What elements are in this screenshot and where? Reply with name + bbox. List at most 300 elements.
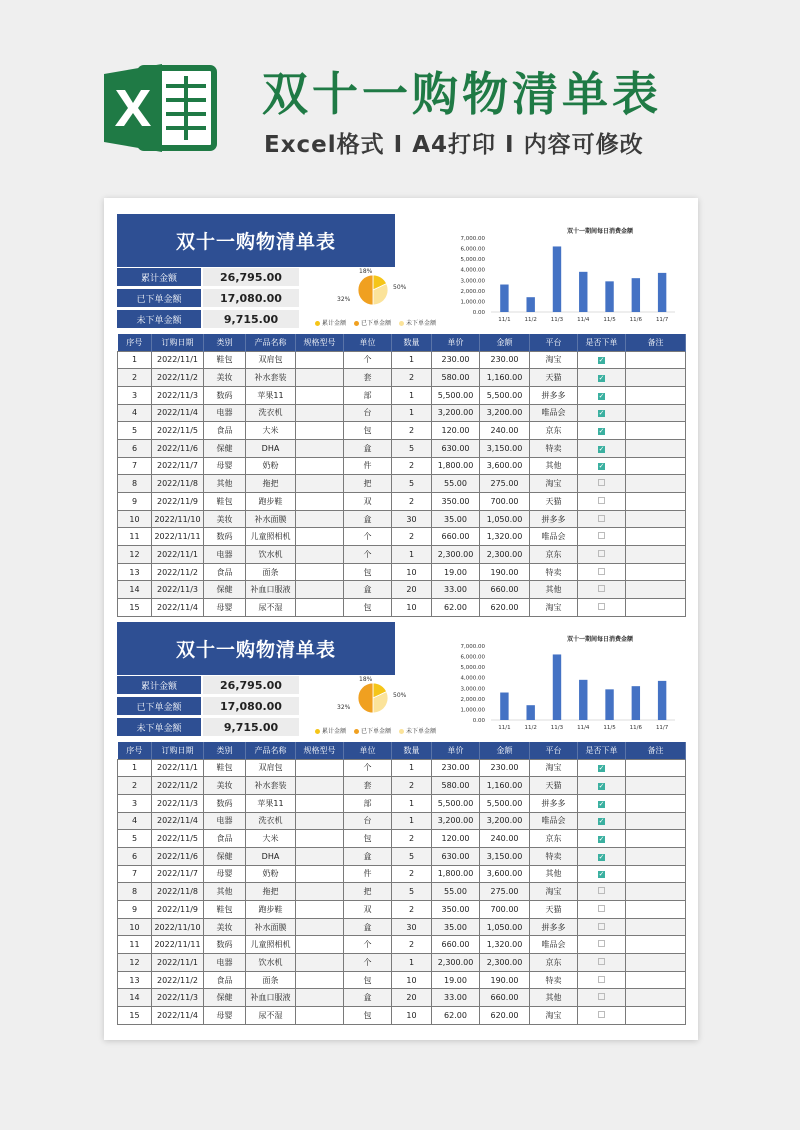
table-cell[interactable]: 包 xyxy=(344,563,392,581)
table-cell[interactable]: 特卖 xyxy=(530,971,578,989)
table-cell[interactable]: 660.00 xyxy=(432,528,480,546)
checked-box-icon[interactable]: ✓ xyxy=(598,835,605,844)
table-cell[interactable]: 1,160.00 xyxy=(480,777,530,795)
table-cell[interactable]: 天猫 xyxy=(530,777,578,795)
table-cell[interactable]: 2 xyxy=(392,936,432,954)
table-cell[interactable]: 5,500.00 xyxy=(432,794,480,812)
table-cell[interactable]: 2022/11/3 xyxy=(152,989,204,1007)
ordered-checkbox-cell[interactable] xyxy=(578,989,626,1007)
table-cell[interactable]: 天猫 xyxy=(530,901,578,919)
table-cell[interactable] xyxy=(626,422,686,440)
table-cell[interactable] xyxy=(626,830,686,848)
table-cell[interactable]: 包 xyxy=(344,830,392,848)
checked-box-icon[interactable]: ✓ xyxy=(598,852,605,861)
checked-box-icon[interactable]: ✓ xyxy=(598,409,605,418)
table-cell[interactable]: 保健 xyxy=(204,847,246,865)
table-cell[interactable]: 120.00 xyxy=(432,422,480,440)
table-cell[interactable] xyxy=(296,510,344,528)
table-cell[interactable] xyxy=(626,475,686,493)
unchecked-box-icon[interactable] xyxy=(598,993,605,1000)
table-cell[interactable]: 跑步鞋 xyxy=(246,901,296,919)
table-cell[interactable]: 盒 xyxy=(344,439,392,457)
table-cell[interactable]: 淘宝 xyxy=(530,883,578,901)
table-cell[interactable]: 补水面膜 xyxy=(246,918,296,936)
ordered-checkbox-cell[interactable] xyxy=(578,794,626,812)
table-cell[interactable]: 2022/11/4 xyxy=(152,599,204,617)
ordered-checkbox-cell[interactable] xyxy=(578,830,626,848)
table-cell[interactable]: 包 xyxy=(344,1007,392,1025)
table-cell[interactable]: 1 xyxy=(118,759,152,777)
table-cell[interactable] xyxy=(296,794,344,812)
table-cell[interactable]: 2022/11/10 xyxy=(152,510,204,528)
table-cell[interactable]: 美妆 xyxy=(204,369,246,387)
table-cell[interactable]: 2022/11/4 xyxy=(152,812,204,830)
unchecked-box-icon[interactable] xyxy=(598,532,605,539)
column-header[interactable]: 单价 xyxy=(432,742,480,759)
table-cell[interactable]: 2,300.00 xyxy=(480,546,530,564)
table-cell[interactable]: 个 xyxy=(344,528,392,546)
table-cell[interactable]: 2022/11/8 xyxy=(152,475,204,493)
table-cell[interactable]: 12 xyxy=(118,546,152,564)
table-cell[interactable]: 奶粉 xyxy=(246,865,296,883)
table-cell[interactable] xyxy=(296,404,344,422)
table-cell[interactable]: 6 xyxy=(118,847,152,865)
table-cell[interactable]: 唯品会 xyxy=(530,936,578,954)
table-cell[interactable]: 包 xyxy=(344,971,392,989)
column-header[interactable]: 类别 xyxy=(204,742,246,759)
checked-box-icon[interactable]: ✓ xyxy=(598,427,605,436)
table-cell[interactable]: 补血口服液 xyxy=(246,989,296,1007)
table-cell[interactable]: 580.00 xyxy=(432,369,480,387)
table-cell[interactable]: 部 xyxy=(344,794,392,812)
table-cell[interactable]: 拼多多 xyxy=(530,794,578,812)
table-cell[interactable]: 10 xyxy=(392,1007,432,1025)
table-cell[interactable]: 1,800.00 xyxy=(432,865,480,883)
table-cell[interactable]: 淘宝 xyxy=(530,599,578,617)
table-cell[interactable]: 230.00 xyxy=(480,759,530,777)
table-cell[interactable] xyxy=(296,777,344,795)
unchecked-box-icon[interactable] xyxy=(598,958,605,965)
table-cell[interactable]: 9 xyxy=(118,901,152,919)
table-cell[interactable]: 15 xyxy=(118,1007,152,1025)
table-cell[interactable]: 700.00 xyxy=(480,493,530,511)
table-cell[interactable]: 2 xyxy=(118,777,152,795)
table-cell[interactable]: 620.00 xyxy=(480,1007,530,1025)
ordered-checkbox-cell[interactable] xyxy=(578,386,626,404)
table-cell[interactable]: 儿童照相机 xyxy=(246,528,296,546)
table-cell[interactable]: 台 xyxy=(344,812,392,830)
table-cell[interactable]: 1,320.00 xyxy=(480,528,530,546)
table-cell[interactable] xyxy=(296,847,344,865)
table-cell[interactable]: 食品 xyxy=(204,563,246,581)
table-cell[interactable]: 饮水机 xyxy=(246,954,296,972)
table-cell[interactable]: 双 xyxy=(344,901,392,919)
ordered-checkbox-cell[interactable] xyxy=(578,777,626,795)
table-cell[interactable]: 10 xyxy=(118,510,152,528)
table-cell[interactable]: 240.00 xyxy=(480,422,530,440)
ordered-checkbox-cell[interactable] xyxy=(578,528,626,546)
table-cell[interactable]: 个 xyxy=(344,351,392,369)
table-cell[interactable]: 2 xyxy=(392,528,432,546)
table-cell[interactable]: 630.00 xyxy=(432,439,480,457)
checked-box-icon[interactable]: ✓ xyxy=(598,391,605,400)
table-cell[interactable]: 淘宝 xyxy=(530,351,578,369)
table-cell[interactable]: 2022/11/11 xyxy=(152,936,204,954)
table-cell[interactable]: 2022/11/5 xyxy=(152,422,204,440)
unchecked-box-icon[interactable] xyxy=(598,479,605,486)
table-cell[interactable]: 电器 xyxy=(204,546,246,564)
table-cell[interactable]: 230.00 xyxy=(432,759,480,777)
table-cell[interactable]: 9 xyxy=(118,493,152,511)
table-cell[interactable]: 3 xyxy=(118,794,152,812)
table-cell[interactable]: 2022/11/1 xyxy=(152,546,204,564)
table-cell[interactable]: 把 xyxy=(344,883,392,901)
table-cell[interactable]: 饮水机 xyxy=(246,546,296,564)
table-cell[interactable]: 1,160.00 xyxy=(480,369,530,387)
table-cell[interactable] xyxy=(296,528,344,546)
table-cell[interactable] xyxy=(296,936,344,954)
table-cell[interactable]: 1 xyxy=(118,351,152,369)
table-cell[interactable]: 其他 xyxy=(204,883,246,901)
table-cell[interactable]: 15 xyxy=(118,599,152,617)
table-cell[interactable]: 1 xyxy=(392,812,432,830)
ordered-checkbox-cell[interactable] xyxy=(578,351,626,369)
table-cell[interactable]: 京东 xyxy=(530,954,578,972)
unchecked-box-icon[interactable] xyxy=(598,923,605,930)
table-cell[interactable]: 尿不湿 xyxy=(246,599,296,617)
table-cell[interactable]: 面条 xyxy=(246,971,296,989)
table-cell[interactable] xyxy=(626,599,686,617)
table-cell[interactable]: 淘宝 xyxy=(530,759,578,777)
table-cell[interactable]: 个 xyxy=(344,546,392,564)
table-cell[interactable] xyxy=(626,971,686,989)
table-cell[interactable]: 2022/11/11 xyxy=(152,528,204,546)
checked-box-icon[interactable]: ✓ xyxy=(598,374,605,383)
ordered-checkbox-cell[interactable] xyxy=(578,901,626,919)
table-cell[interactable]: 2 xyxy=(118,369,152,387)
table-cell[interactable]: 盒 xyxy=(344,510,392,528)
checked-box-icon[interactable]: ✓ xyxy=(598,870,605,879)
table-cell[interactable]: 10 xyxy=(392,563,432,581)
column-header[interactable]: 类别 xyxy=(204,334,246,351)
table-cell[interactable]: 11 xyxy=(118,936,152,954)
table-cell[interactable]: 盒 xyxy=(344,989,392,1007)
table-cell[interactable]: 2,300.00 xyxy=(480,954,530,972)
table-cell[interactable] xyxy=(296,865,344,883)
table-cell[interactable]: 鞋包 xyxy=(204,351,246,369)
table-cell[interactable]: 套 xyxy=(344,777,392,795)
table-cell[interactable]: 580.00 xyxy=(432,777,480,795)
table-cell[interactable]: 3,200.00 xyxy=(480,404,530,422)
table-cell[interactable]: 数码 xyxy=(204,794,246,812)
table-cell[interactable]: 保健 xyxy=(204,581,246,599)
table-cell[interactable]: 盒 xyxy=(344,918,392,936)
table-cell[interactable] xyxy=(296,493,344,511)
table-cell[interactable]: 8 xyxy=(118,475,152,493)
table-cell[interactable] xyxy=(296,918,344,936)
table-cell[interactable] xyxy=(296,369,344,387)
table-cell[interactable] xyxy=(296,422,344,440)
table-cell[interactable]: 把 xyxy=(344,475,392,493)
table-cell[interactable]: DHA xyxy=(246,439,296,457)
table-cell[interactable]: 其他 xyxy=(530,581,578,599)
table-cell[interactable] xyxy=(626,404,686,422)
table-cell[interactable]: 55.00 xyxy=(432,883,480,901)
table-cell[interactable] xyxy=(626,457,686,475)
table-cell[interactable] xyxy=(626,563,686,581)
table-cell[interactable]: 跑步鞋 xyxy=(246,493,296,511)
summary-value[interactable]: 9,715.00 xyxy=(203,718,299,736)
table-cell[interactable]: 美妆 xyxy=(204,918,246,936)
ordered-checkbox-cell[interactable] xyxy=(578,971,626,989)
table-cell[interactable]: 20 xyxy=(392,581,432,599)
table-cell[interactable]: 食品 xyxy=(204,971,246,989)
table-cell[interactable]: 2 xyxy=(392,865,432,883)
table-cell[interactable]: 1 xyxy=(392,404,432,422)
table-cell[interactable]: 1 xyxy=(392,351,432,369)
table-cell[interactable]: 660.00 xyxy=(432,936,480,954)
table-cell[interactable]: 拖把 xyxy=(246,883,296,901)
table-cell[interactable]: 5 xyxy=(118,830,152,848)
table-cell[interactable]: 鞋包 xyxy=(204,901,246,919)
table-cell[interactable] xyxy=(626,954,686,972)
table-cell[interactable] xyxy=(626,777,686,795)
column-header[interactable]: 单价 xyxy=(432,334,480,351)
table-cell[interactable]: 拼多多 xyxy=(530,510,578,528)
table-cell[interactable] xyxy=(626,493,686,511)
table-cell[interactable]: 1,050.00 xyxy=(480,918,530,936)
table-cell[interactable]: 3,600.00 xyxy=(480,457,530,475)
checked-box-icon[interactable]: ✓ xyxy=(598,462,605,471)
table-cell[interactable] xyxy=(626,918,686,936)
ordered-checkbox-cell[interactable] xyxy=(578,865,626,883)
table-cell[interactable]: 2022/11/10 xyxy=(152,918,204,936)
table-cell[interactable] xyxy=(296,439,344,457)
unchecked-box-icon[interactable] xyxy=(598,585,605,592)
table-cell[interactable]: 电器 xyxy=(204,404,246,422)
table-cell[interactable]: 京东 xyxy=(530,546,578,564)
table-cell[interactable]: 1 xyxy=(392,386,432,404)
table-cell[interactable]: 660.00 xyxy=(480,989,530,1007)
table-cell[interactable] xyxy=(626,794,686,812)
summary-value[interactable]: 9,715.00 xyxy=(203,310,299,328)
table-cell[interactable]: 30 xyxy=(392,918,432,936)
table-cell[interactable] xyxy=(296,759,344,777)
table-cell[interactable]: 尿不湿 xyxy=(246,1007,296,1025)
table-cell[interactable]: 1 xyxy=(392,546,432,564)
table-cell[interactable]: 天猫 xyxy=(530,493,578,511)
table-cell[interactable]: 苹果11 xyxy=(246,386,296,404)
table-cell[interactable] xyxy=(626,865,686,883)
table-cell[interactable]: 5 xyxy=(392,847,432,865)
table-cell[interactable]: 3,150.00 xyxy=(480,439,530,457)
ordered-checkbox-cell[interactable] xyxy=(578,954,626,972)
table-cell[interactable]: 保健 xyxy=(204,439,246,457)
table-cell[interactable]: 14 xyxy=(118,581,152,599)
table-cell[interactable]: 其他 xyxy=(530,865,578,883)
table-cell[interactable]: 1 xyxy=(392,794,432,812)
table-cell[interactable]: 唯品会 xyxy=(530,528,578,546)
table-cell[interactable]: 11 xyxy=(118,528,152,546)
ordered-checkbox-cell[interactable] xyxy=(578,369,626,387)
table-cell[interactable]: 数码 xyxy=(204,386,246,404)
table-cell[interactable]: 个 xyxy=(344,759,392,777)
ordered-checkbox-cell[interactable] xyxy=(578,493,626,511)
table-cell[interactable]: 2022/11/5 xyxy=(152,830,204,848)
table-cell[interactable]: 2 xyxy=(392,901,432,919)
table-cell[interactable] xyxy=(626,351,686,369)
table-cell[interactable]: 特卖 xyxy=(530,563,578,581)
table-cell[interactable]: 母婴 xyxy=(204,457,246,475)
unchecked-box-icon[interactable] xyxy=(598,568,605,575)
table-cell[interactable]: 2 xyxy=(392,369,432,387)
table-cell[interactable]: 120.00 xyxy=(432,830,480,848)
table-cell[interactable]: 12 xyxy=(118,954,152,972)
table-cell[interactable]: 1,320.00 xyxy=(480,936,530,954)
table-cell[interactable]: 个 xyxy=(344,936,392,954)
table-cell[interactable]: 35.00 xyxy=(432,510,480,528)
table-cell[interactable]: 唯品会 xyxy=(530,404,578,422)
table-cell[interactable]: 10 xyxy=(392,971,432,989)
column-header[interactable]: 是否下单 xyxy=(578,742,626,759)
table-cell[interactable]: 6 xyxy=(118,439,152,457)
table-cell[interactable] xyxy=(296,599,344,617)
table-cell[interactable]: 5,500.00 xyxy=(432,386,480,404)
unchecked-box-icon[interactable] xyxy=(598,497,605,504)
column-header[interactable]: 序号 xyxy=(118,334,152,351)
table-cell[interactable]: 母婴 xyxy=(204,865,246,883)
table-cell[interactable]: 10 xyxy=(392,599,432,617)
table-cell[interactable]: 7 xyxy=(118,457,152,475)
unchecked-box-icon[interactable] xyxy=(598,905,605,912)
table-cell[interactable]: 2022/11/1 xyxy=(152,351,204,369)
table-cell[interactable] xyxy=(296,386,344,404)
table-cell[interactable] xyxy=(296,971,344,989)
table-cell[interactable]: 5,500.00 xyxy=(480,386,530,404)
table-cell[interactable] xyxy=(626,546,686,564)
table-cell[interactable]: 2 xyxy=(392,830,432,848)
table-cell[interactable]: 2,300.00 xyxy=(432,954,480,972)
table-cell[interactable]: 苹果11 xyxy=(246,794,296,812)
table-cell[interactable]: 食品 xyxy=(204,422,246,440)
table-cell[interactable]: 保健 xyxy=(204,989,246,1007)
table-cell[interactable]: 2,300.00 xyxy=(432,546,480,564)
table-cell[interactable]: 55.00 xyxy=(432,475,480,493)
table-cell[interactable]: 补水面膜 xyxy=(246,510,296,528)
table-cell[interactable]: 13 xyxy=(118,563,152,581)
table-cell[interactable]: 美妆 xyxy=(204,777,246,795)
checked-box-icon[interactable]: ✓ xyxy=(598,356,605,365)
column-header[interactable]: 是否下单 xyxy=(578,334,626,351)
table-cell[interactable]: 33.00 xyxy=(432,581,480,599)
table-cell[interactable]: 5 xyxy=(118,422,152,440)
table-cell[interactable]: 190.00 xyxy=(480,971,530,989)
table-cell[interactable] xyxy=(626,989,686,1007)
table-cell[interactable]: 35.00 xyxy=(432,918,480,936)
table-cell[interactable]: 拖把 xyxy=(246,475,296,493)
table-cell[interactable]: 620.00 xyxy=(480,599,530,617)
unchecked-box-icon[interactable] xyxy=(598,887,605,894)
table-cell[interactable]: 鞋包 xyxy=(204,759,246,777)
table-cell[interactable]: 275.00 xyxy=(480,883,530,901)
table-cell[interactable]: 3,200.00 xyxy=(480,812,530,830)
table-cell[interactable]: 特卖 xyxy=(530,439,578,457)
ordered-checkbox-cell[interactable] xyxy=(578,1007,626,1025)
table-cell[interactable]: 大米 xyxy=(246,830,296,848)
table-cell[interactable] xyxy=(296,812,344,830)
table-cell[interactable] xyxy=(626,369,686,387)
ordered-checkbox-cell[interactable] xyxy=(578,812,626,830)
column-header[interactable]: 规格型号 xyxy=(296,334,344,351)
table-cell[interactable]: 特卖 xyxy=(530,847,578,865)
column-header[interactable]: 产品名称 xyxy=(246,742,296,759)
table-cell[interactable] xyxy=(296,989,344,1007)
table-cell[interactable] xyxy=(296,1007,344,1025)
table-cell[interactable]: 1 xyxy=(392,759,432,777)
table-cell[interactable]: 4 xyxy=(118,404,152,422)
table-cell[interactable]: 2022/11/1 xyxy=(152,954,204,972)
table-cell[interactable]: 双肩包 xyxy=(246,351,296,369)
table-cell[interactable]: 补水套装 xyxy=(246,777,296,795)
table-cell[interactable]: 洗衣机 xyxy=(246,404,296,422)
column-header[interactable]: 平台 xyxy=(530,742,578,759)
table-cell[interactable]: 数码 xyxy=(204,936,246,954)
ordered-checkbox-cell[interactable] xyxy=(578,759,626,777)
table-cell[interactable]: 补血口服液 xyxy=(246,581,296,599)
ordered-checkbox-cell[interactable] xyxy=(578,475,626,493)
ordered-checkbox-cell[interactable] xyxy=(578,599,626,617)
table-cell[interactable]: 3 xyxy=(118,386,152,404)
summary-value[interactable]: 17,080.00 xyxy=(203,289,299,307)
table-cell[interactable] xyxy=(296,546,344,564)
table-cell[interactable]: 1,050.00 xyxy=(480,510,530,528)
table-cell[interactable]: 5,500.00 xyxy=(480,794,530,812)
table-cell[interactable]: 660.00 xyxy=(480,581,530,599)
table-cell[interactable]: 2022/11/8 xyxy=(152,883,204,901)
table-cell[interactable]: 包 xyxy=(344,599,392,617)
table-cell[interactable]: 2022/11/3 xyxy=(152,386,204,404)
table-cell[interactable]: 面条 xyxy=(246,563,296,581)
table-cell[interactable]: 双 xyxy=(344,493,392,511)
column-header[interactable]: 序号 xyxy=(118,742,152,759)
ordered-checkbox-cell[interactable] xyxy=(578,422,626,440)
unchecked-box-icon[interactable] xyxy=(598,940,605,947)
table-cell[interactable]: 14 xyxy=(118,989,152,1007)
table-cell[interactable] xyxy=(626,386,686,404)
table-cell[interactable]: 2022/11/7 xyxy=(152,865,204,883)
table-cell[interactable]: 2022/11/2 xyxy=(152,563,204,581)
unchecked-box-icon[interactable] xyxy=(598,515,605,522)
table-cell[interactable]: 1 xyxy=(392,954,432,972)
table-cell[interactable]: 2022/11/9 xyxy=(152,493,204,511)
unchecked-box-icon[interactable] xyxy=(598,550,605,557)
table-cell[interactable]: 食品 xyxy=(204,830,246,848)
table-cell[interactable]: 电器 xyxy=(204,812,246,830)
checked-box-icon[interactable]: ✓ xyxy=(598,782,605,791)
table-cell[interactable] xyxy=(626,1007,686,1025)
table-cell[interactable]: 2022/11/6 xyxy=(152,439,204,457)
table-cell[interactable]: 拼多多 xyxy=(530,386,578,404)
checked-box-icon[interactable]: ✓ xyxy=(598,817,605,826)
table-cell[interactable]: 2022/11/2 xyxy=(152,777,204,795)
table-cell[interactable]: 个 xyxy=(344,954,392,972)
summary-value[interactable]: 26,795.00 xyxy=(203,268,299,286)
table-cell[interactable]: 3,150.00 xyxy=(480,847,530,865)
table-cell[interactable] xyxy=(626,936,686,954)
table-cell[interactable] xyxy=(296,457,344,475)
checked-box-icon[interactable]: ✓ xyxy=(598,444,605,453)
table-cell[interactable]: 奶粉 xyxy=(246,457,296,475)
